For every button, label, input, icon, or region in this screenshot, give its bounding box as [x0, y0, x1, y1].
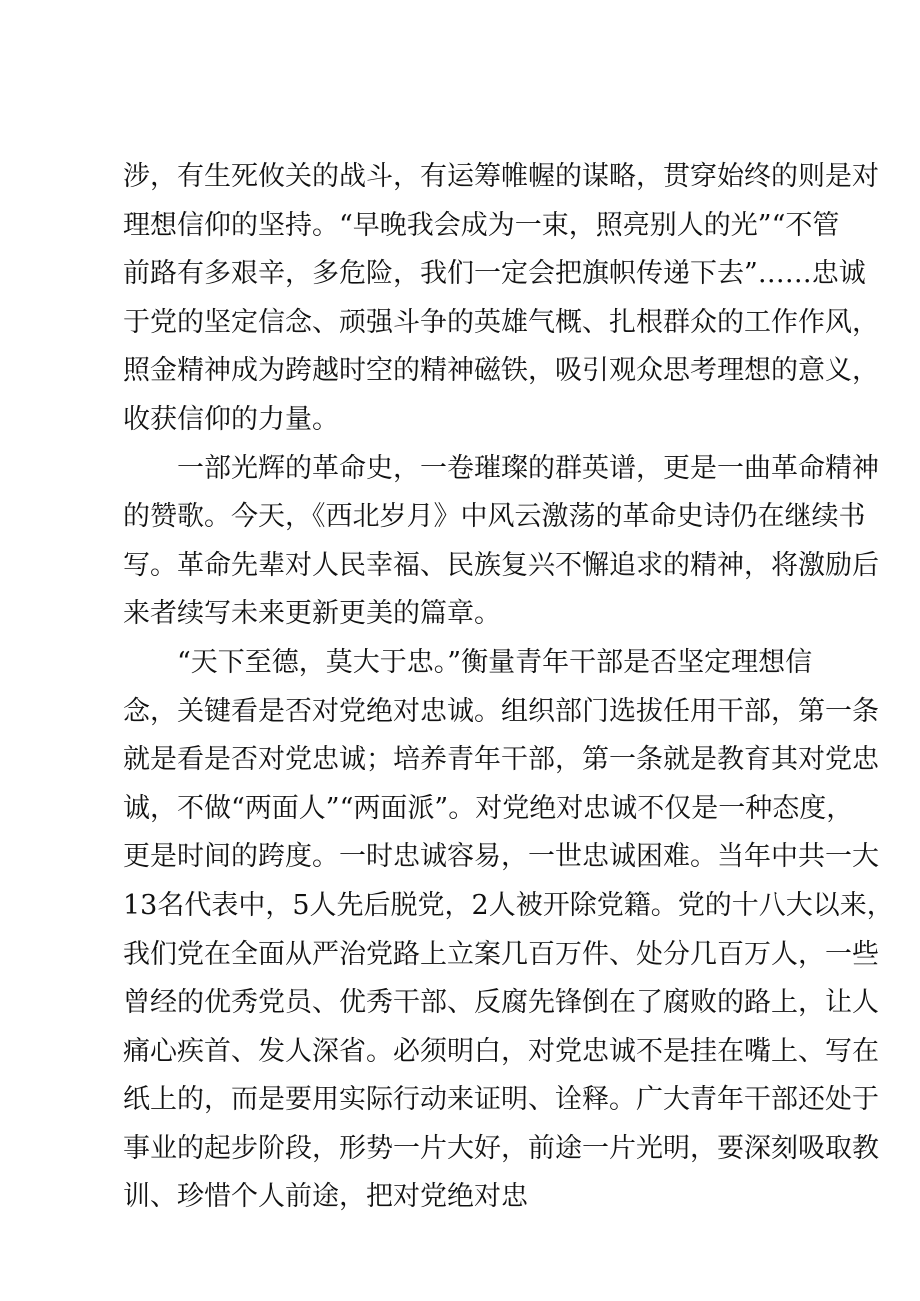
- text-line: 纸上的，而是要用实际行动来证明、诠释。广大青年干部还处于: [123, 1084, 879, 1116]
- text-line: 理想信仰的坚持。“早晚我会成为一束，照亮别人的光”“不管: [123, 209, 840, 241]
- text-line: 诚，不做“两面人”“两面派”。对党绝对忠诚不仅是一种态度，: [123, 792, 854, 824]
- paragraph-2: [123, 445, 879, 639]
- text-line: 更是时间的跨度。一时忠诚容易，一世忠诚困难。当年中共一大: [123, 841, 879, 873]
- document-body: [123, 153, 894, 1222]
- text-line: 收获信仰的力量。: [123, 403, 339, 435]
- text-line: 涉，有生死攸关的战斗，有运筹帷幄的谋略，贯穿始终的则是对: [123, 161, 879, 192]
- text-line: 一部光辉的革命史，一卷璀璨的群英谱，更是一曲革命精神: [177, 452, 879, 484]
- text-line: 于党的坚定信念、顽强斗争的英雄气概、扎根群众的工作作风，: [123, 306, 879, 338]
- text-line: 曾经的优秀党员、优秀干部、反腐先锋倒在了腐败的路上，让人: [123, 987, 879, 1019]
- text-line: 来者续写未来更新更美的篇章。: [123, 598, 501, 630]
- text-line: “天下至德，莫大于忠。”衡量青年干部是否坚定理想信: [177, 646, 813, 678]
- text-line: 痛心疾首、发人深省。必须明白，对党忠诚不是挂在嘴上、写在: [123, 1035, 879, 1067]
- text-line: 我们党在全面从严治党路上立案几百万件、处分几百万人，一些: [123, 938, 879, 970]
- text-line: 前路有多艰辛，多危险，我们一定会把旗帜传递下去”……忠诚: [123, 258, 866, 290]
- text-line: 的赞歌。今天，《西北岁月》中风云激荡的革命史诗仍在继续书: [123, 501, 866, 533]
- text-line: 就是看是否对党忠诚；培养青年干部，第一条就是教育其对党忠: [123, 744, 879, 776]
- text-line: 照金精神成为跨越时空的精神磁铁，吸引观众思考理想的意义，: [123, 355, 879, 387]
- text-line: 念，关键看是否对党绝对忠诚。组织部门选拔任用干部，第一条: [123, 695, 879, 727]
- text-line: 事业的起步阶段，形势一片大好，前途一片光明，要深刻吸取教: [123, 1132, 879, 1164]
- text-line: 训、珍惜个人前途，把对党绝对忠: [123, 1181, 528, 1213]
- paragraph-1: [123, 153, 879, 445]
- paragraph-3: [123, 639, 894, 1222]
- text-line: 写。革命先辈对人民幸福、民族复兴不懈追求的精神，将激励后: [123, 549, 879, 581]
- text-line: 13名代表中，5人先后脱党，2人被开除党籍。党的十八大以来，: [123, 889, 894, 921]
